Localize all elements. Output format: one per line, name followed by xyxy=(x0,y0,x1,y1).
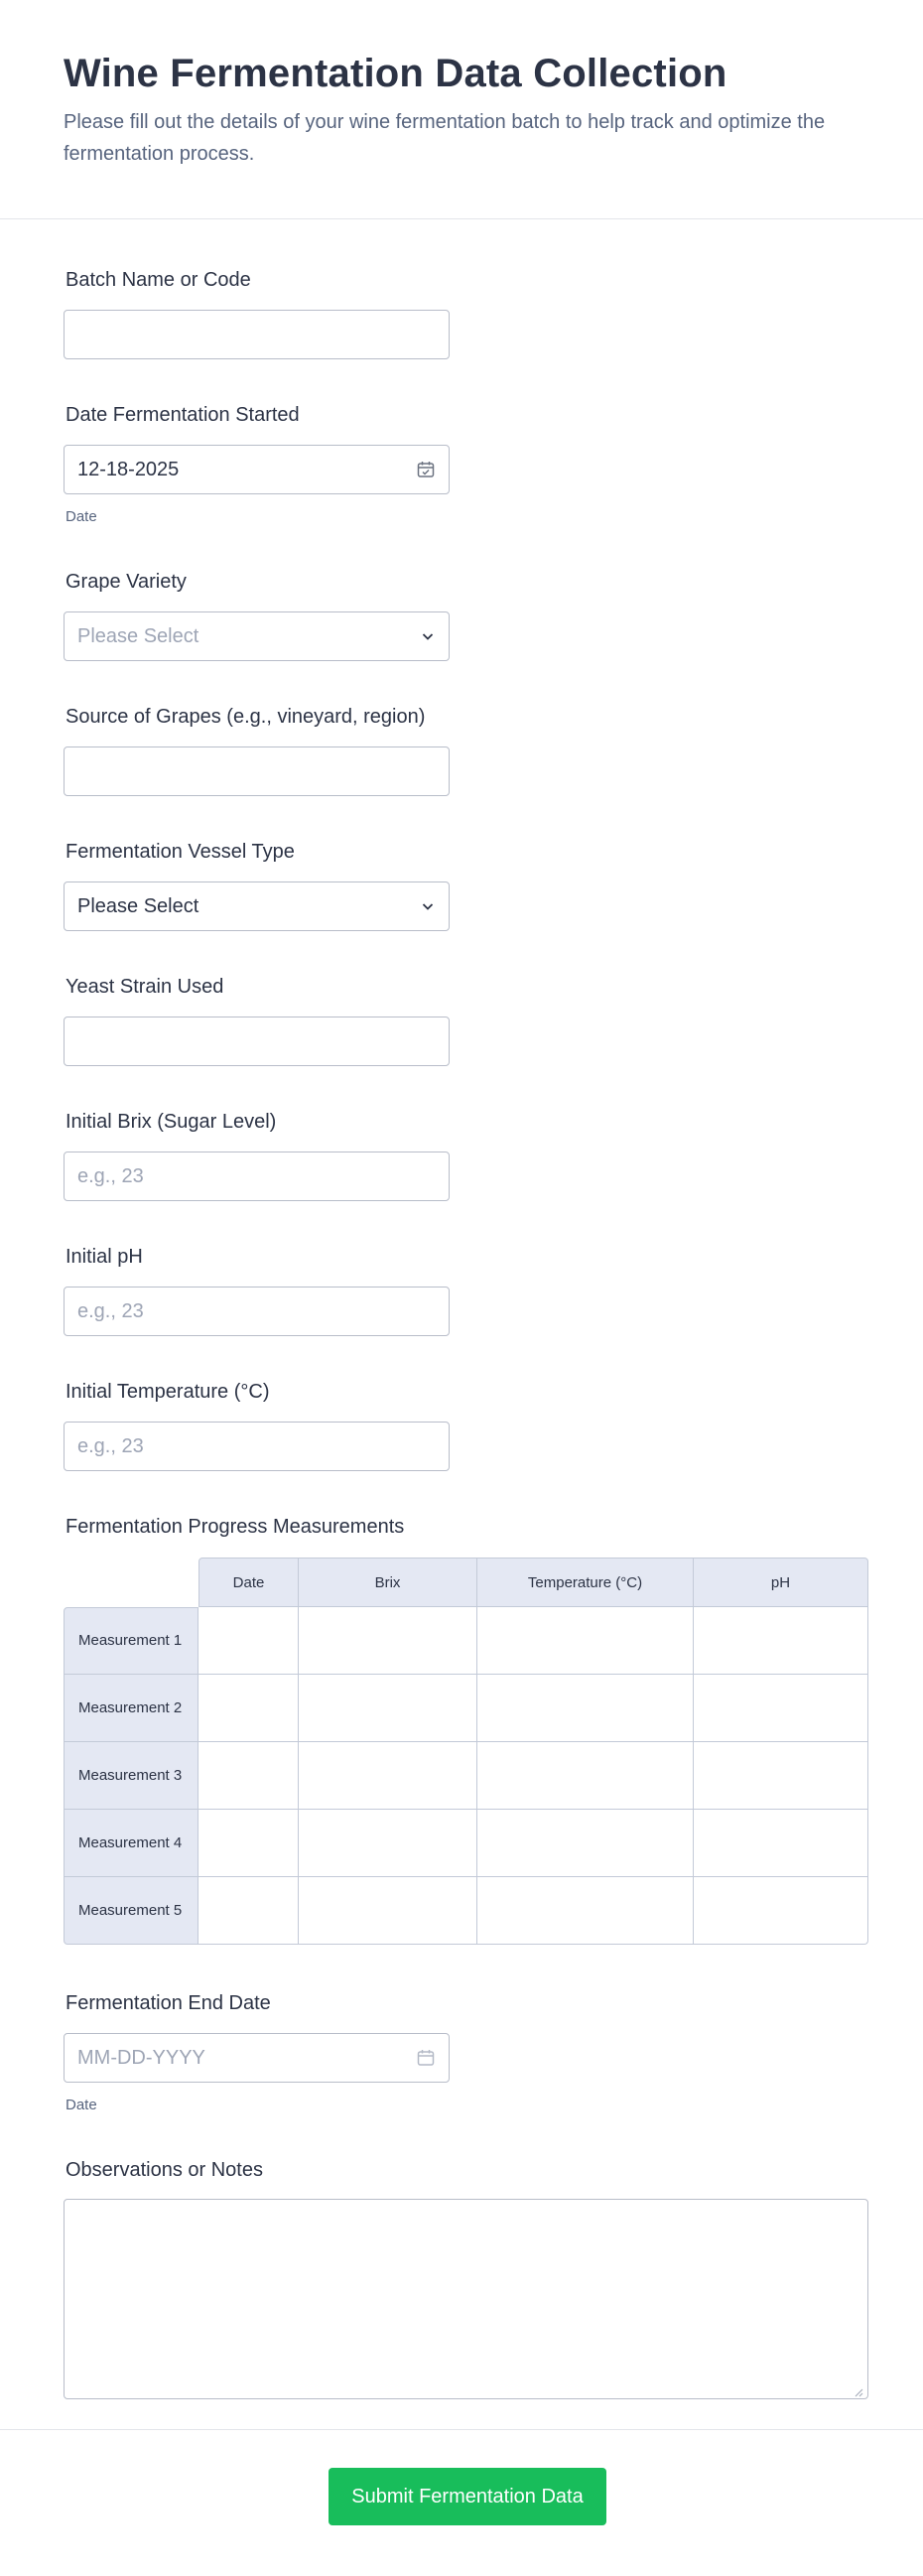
chevron-down-icon xyxy=(420,628,436,644)
matrix-cell[interactable] xyxy=(694,1675,868,1742)
matrix-cell[interactable] xyxy=(198,1675,299,1742)
matrix-cell-input[interactable] xyxy=(477,1742,693,1809)
matrix-cell[interactable] xyxy=(477,1742,694,1810)
calendar-icon[interactable] xyxy=(416,2048,436,2068)
observations-textarea[interactable] xyxy=(64,2199,868,2399)
matrix-cell-input[interactable] xyxy=(694,1742,867,1809)
matrix-cell[interactable] xyxy=(299,1877,477,1945)
matrix-row-header: Measurement 1 xyxy=(64,1607,198,1675)
table-row xyxy=(64,1810,868,1877)
yeast-strain-input[interactable] xyxy=(64,1017,450,1066)
matrix-cell[interactable] xyxy=(198,1742,299,1810)
matrix-cell-input[interactable] xyxy=(299,1675,476,1741)
page-title: Wine Fermentation Data Collection xyxy=(64,52,727,95)
resize-handle-icon[interactable] xyxy=(854,2384,863,2394)
matrix-cell[interactable] xyxy=(694,1742,868,1810)
matrix-cell[interactable] xyxy=(198,1877,299,1945)
matrix-cell[interactable] xyxy=(477,1810,694,1877)
progress-label: Fermentation Progress Measurements xyxy=(66,1516,405,1538)
grape-variety-select[interactable] xyxy=(64,611,450,661)
vessel-type-selected: Please Select xyxy=(77,894,199,917)
vessel-type-select[interactable] xyxy=(64,881,450,931)
initial-ph-label: Initial pH xyxy=(66,1246,143,1268)
matrix-cell[interactable] xyxy=(477,1877,694,1945)
grape-variety-label: Grape Variety xyxy=(66,571,187,593)
matrix-cell[interactable] xyxy=(477,1607,694,1675)
date-started-input[interactable] xyxy=(64,445,450,494)
matrix-cell-input[interactable] xyxy=(694,1877,867,1944)
matrix-cell-input[interactable] xyxy=(694,1607,867,1674)
matrix-cell-input[interactable] xyxy=(198,1607,298,1674)
matrix-cell[interactable] xyxy=(694,1810,868,1877)
matrix-col-temperature: Temperature (°C) xyxy=(477,1558,694,1607)
matrix-cell[interactable] xyxy=(299,1675,477,1742)
observations-label: Observations or Notes xyxy=(66,2159,263,2181)
submit-button[interactable]: Submit Fermentation Data xyxy=(329,2468,606,2525)
matrix-cell-input[interactable] xyxy=(299,1877,476,1944)
form-description: Please fill out the details of your wine fermentation batch to help track and optimize the fermentation process. xyxy=(64,111,826,165)
initial-temp-label: Initial Temperature (°C) xyxy=(66,1381,270,1403)
initial-brix-label: Initial Brix (Sugar Level) xyxy=(66,1111,277,1133)
end-date-sublabel: Date xyxy=(66,2097,97,2113)
matrix-cell[interactable] xyxy=(299,1810,477,1877)
yeast-strain-label: Yeast Strain Used xyxy=(66,976,224,998)
matrix-cell-input[interactable] xyxy=(299,1607,476,1674)
matrix-corner xyxy=(64,1558,198,1607)
date-started-value: 12-18-2025 xyxy=(77,458,180,480)
matrix-cell[interactable] xyxy=(694,1607,868,1675)
matrix-col-brix: Brix xyxy=(299,1558,477,1607)
matrix-cell[interactable] xyxy=(198,1607,299,1675)
table-row xyxy=(64,1877,868,1945)
matrix-cell-input[interactable] xyxy=(477,1810,693,1876)
batch-name-label: Batch Name or Code xyxy=(66,269,251,291)
matrix-cell[interactable] xyxy=(477,1675,694,1742)
matrix-row-header: Measurement 4 xyxy=(64,1810,198,1877)
date-started-label: Date Fermentation Started xyxy=(66,404,300,426)
matrix-col-date: Date xyxy=(198,1558,299,1607)
table-row xyxy=(64,1607,868,1675)
initial-ph-input[interactable] xyxy=(64,1287,450,1336)
table-row xyxy=(64,1675,868,1742)
progress-matrix xyxy=(64,1558,868,1947)
matrix-cell[interactable] xyxy=(198,1810,299,1877)
source-of-grapes-input[interactable] xyxy=(64,746,450,796)
calendar-icon[interactable] xyxy=(416,460,436,479)
matrix-col-ph: pH xyxy=(694,1558,868,1607)
matrix-row-header: Measurement 5 xyxy=(64,1877,198,1945)
matrix-row-header: Measurement 3 xyxy=(64,1742,198,1810)
end-date-label: Fermentation End Date xyxy=(66,1992,271,2014)
matrix-cell-input[interactable] xyxy=(198,1675,298,1741)
matrix-cell[interactable] xyxy=(694,1877,868,1945)
initial-temp-input[interactable] xyxy=(64,1422,450,1471)
matrix-cell-input[interactable] xyxy=(299,1742,476,1809)
matrix-cell-input[interactable] xyxy=(198,1810,298,1876)
matrix-cell-input[interactable] xyxy=(299,1810,476,1876)
chevron-down-icon xyxy=(420,898,436,914)
matrix-row-header: Measurement 2 xyxy=(64,1675,198,1742)
form-header xyxy=(0,0,923,219)
matrix-cell[interactable] xyxy=(299,1607,477,1675)
matrix-cell-input[interactable] xyxy=(198,1742,298,1809)
vessel-type-label: Fermentation Vessel Type xyxy=(66,841,295,863)
source-of-grapes-label: Source of Grapes (e.g., vineyard, region) xyxy=(66,706,426,728)
matrix-cell-input[interactable] xyxy=(694,1675,867,1741)
matrix-cell-input[interactable] xyxy=(477,1877,693,1944)
matrix-cell[interactable] xyxy=(299,1742,477,1810)
table-row xyxy=(64,1742,868,1810)
date-started-sublabel: Date xyxy=(66,508,97,525)
batch-name-input[interactable] xyxy=(64,310,450,359)
end-date-placeholder: MM-DD-YYYY xyxy=(77,2046,205,2069)
initial-brix-input[interactable] xyxy=(64,1152,450,1201)
matrix-cell-input[interactable] xyxy=(477,1675,693,1741)
matrix-cell-input[interactable] xyxy=(198,1877,298,1944)
matrix-cell-input[interactable] xyxy=(477,1607,693,1674)
end-date-input[interactable] xyxy=(64,2033,450,2083)
matrix-cell-input[interactable] xyxy=(694,1810,867,1876)
grape-variety-selected: Please Select xyxy=(77,624,199,647)
